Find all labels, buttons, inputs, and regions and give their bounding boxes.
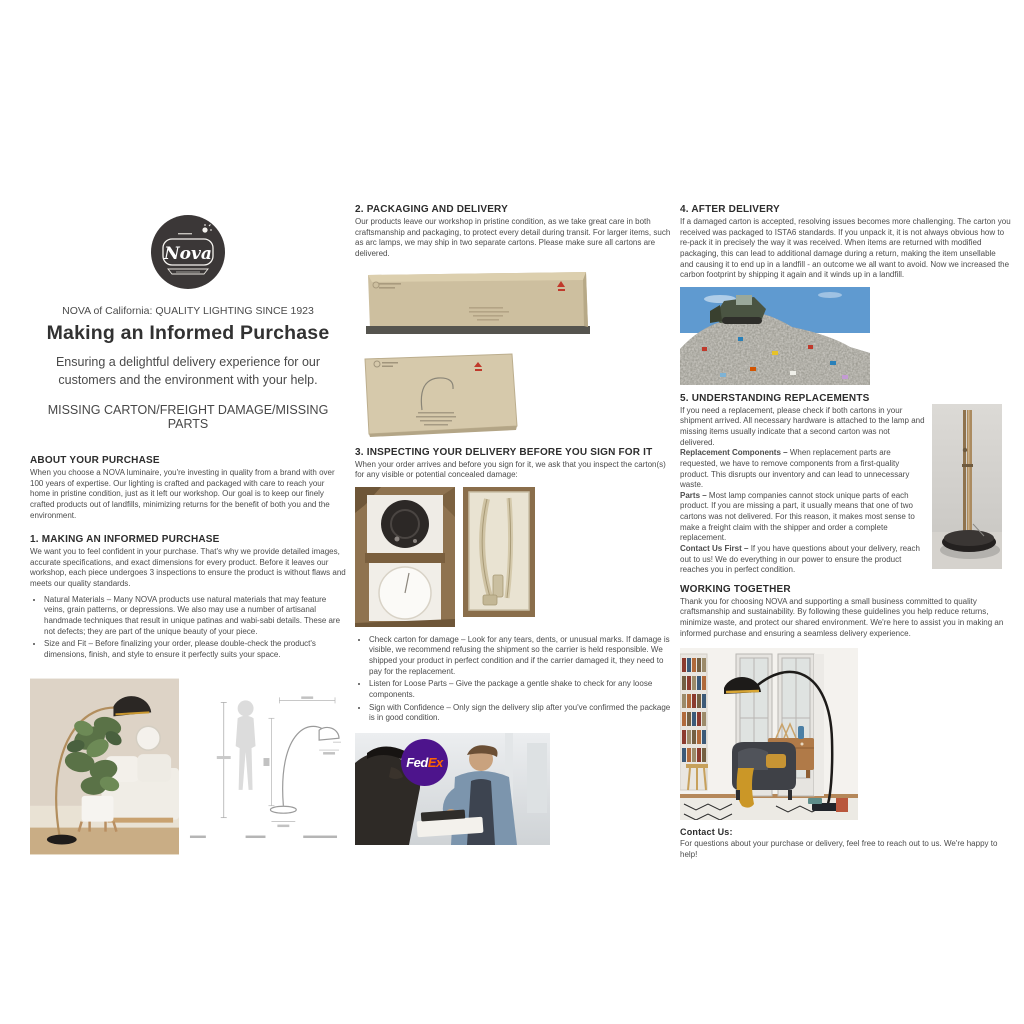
contact-first-item bbox=[680, 544, 926, 576]
informed-heading: 1. MAKING AN INFORMED PURCHASE bbox=[30, 534, 220, 546]
inspecting-heading: 3. INSPECTING YOUR DELIVERY BEFORE YOU SIGN FOR IT bbox=[355, 446, 653, 458]
after-heading: 4. AFTER DELIVERY bbox=[680, 204, 780, 215]
bullet-item: • Listen for Loose Parts – Give the package a gentle shake to check for any loose components. bbox=[369, 679, 671, 700]
section-replacements bbox=[680, 393, 1011, 576]
fedex-delivery-photo bbox=[355, 733, 550, 845]
informed-body: We want you to feel confident in your purchase. That's why we provide detailed images, accurate specifications, and exact dimensions for every product. Before it leaves our workshop, each piece undergoes 3 inspections to ensure the product is without flaws and meets our quality standards. bbox=[30, 547, 346, 588]
packaging-body: Our products leave our workshop in pristine condition, as we take great care in both craftsmanship and packaging, to protect every detail during transit. For larger items, such as arc lamps, we may ship in two separate cartons. Please make sure all cartons are delivered. bbox=[355, 217, 671, 258]
open-carton-arms-photo bbox=[463, 487, 535, 617]
section-contact bbox=[680, 827, 1011, 860]
together-heading: WORKING TOGETHER bbox=[680, 583, 791, 595]
contact-first-lead: Contact Us First – bbox=[680, 543, 749, 553]
bullet-item: • Check carton for damage – Look for any tears, dents, or unusual marks. If damage is visible, we recommend refusing the shipment so the carrier is held responsible. We shipped your product in perfect condition and if the carrier damaged it, they need to pay for the replacement. bbox=[369, 635, 671, 678]
lamp-pole-photo bbox=[932, 404, 1002, 569]
arc-lamp-lifestyle-photo bbox=[30, 678, 179, 855]
together-body: Thank you for choosing NOVA and supporting a small business committed to quality craftsmanship and sustainability. By following these guidelines you help reduce returns, minimize waste, and protect our shared environment. We're here to assist you in making an informed purchase and ensuring a seamless delivery experience. bbox=[680, 596, 1004, 638]
middle-column bbox=[355, 204, 671, 845]
landfill-photo bbox=[680, 287, 870, 385]
packaging-heading: 2. PACKAGING AND DELIVERY bbox=[355, 204, 508, 215]
delivery-signing-photo bbox=[355, 733, 550, 845]
after-body: If a damaged carton is accepted, resolving issues becomes more challenging. The carton you received was packaged to ISTA6 standards. If you unpack it, it is not always obvious how to re-pack it in precisely the way it was received. When items are returned with modified packaging, this can lead to additional damage during a return, making the item unsellable and causing it to end up in a landfill - an outcome we all want to avoid. Now we increased the carbon footprint by shipping it again and it winds up in a landfill. bbox=[680, 217, 1011, 280]
nova-logo bbox=[150, 214, 226, 290]
section-informed bbox=[30, 534, 346, 660]
page-subtitle: Ensuring a delightful delivery experience for our customers and the environment with your help. bbox=[55, 355, 321, 387]
contact-body: For questions about your purchase or delivery, feel free to reach out to us. We're happy to help! bbox=[680, 839, 998, 859]
replacements-text bbox=[680, 406, 926, 576]
issues-banner: MISSING CARTON/FREIGHT DAMAGE/MISSING PARTS bbox=[47, 403, 329, 431]
fedex-logo-ex: Ex bbox=[427, 754, 443, 770]
contact-first-text: If you have questions about your delivery, reach out to us! We do everything in our power to ensure the product reaches you in perfect condition. bbox=[680, 543, 920, 575]
section-packaging bbox=[355, 204, 671, 260]
bullet-item: • Natural Materials – Many NOVA products use natural materials that may feature veins, grain patterns, or depressions. We also may use a number of artisanal handmade techniques that result in unique patinas and wabi-sabi details. These are not defects; they are part of the unique beauty of your piece. bbox=[44, 595, 346, 638]
page-title: Making an Informed Purchase bbox=[46, 322, 330, 344]
room-arc-lamp-photo bbox=[680, 648, 858, 820]
replacement-components-lead: Replacement Components – bbox=[680, 448, 788, 458]
replacements-heading: 5. UNDERSTANDING REPLACEMENTS bbox=[680, 392, 870, 404]
replacements-intro: If you need a replacement, please check if both cartons in your shipment arrived. All necessary hardware is attached to the lamp and missing items usually indicate that a second carton was not delivered. bbox=[680, 405, 925, 447]
inspecting-body: When your order arrives and before you sign for it, we ask that you inspect the carton(s) for any visible or potential concealed damage: bbox=[355, 459, 666, 480]
about-body: When you choose a NOVA luminaire, you're investing in quality from a brand with over 100 years of expertise. Our lighting is crafted and packaged with care to reach your home in pristine condition, just as it left our workshop. Our goal is to keep our finely crafted products out of landfills, minimizing returns for the benefit of both you and the environment. bbox=[30, 468, 335, 520]
about-heading: ABOUT YOUR PURCHASE bbox=[30, 455, 160, 466]
fedex-logo-fed: Fed bbox=[406, 754, 428, 770]
svg-text:Nova: Nova bbox=[164, 244, 212, 264]
open-cartons-row bbox=[355, 487, 671, 627]
left-column bbox=[30, 214, 346, 855]
right-column bbox=[680, 204, 1011, 861]
bullet-item: • Sign with Confidence – Only sign the delivery slip after you've confirmed the package is in good condition. bbox=[369, 703, 671, 724]
left-images-row bbox=[30, 678, 346, 855]
section-after bbox=[680, 204, 1011, 281]
dimensions-diagram bbox=[184, 678, 346, 848]
logo-wrap bbox=[30, 214, 346, 295]
open-carton-base-shade-photo bbox=[355, 487, 455, 627]
section-together bbox=[680, 584, 1011, 640]
inspecting-bullets bbox=[369, 635, 671, 724]
parts-item bbox=[680, 491, 926, 544]
section-inspecting bbox=[355, 447, 671, 481]
informed-bullets bbox=[44, 595, 346, 661]
carton-photo-long bbox=[365, 269, 591, 339]
bullet-item: • Size and Fit – Before finalizing your order, please double-check the product's dimensions, finish, and style to ensure it perfectly suits your space. bbox=[44, 639, 346, 660]
replacement-components-text: When replacement parts are requested, we have to remove components from a first-quality product. This disrupts our inventory and can lead to unnecessary waste. bbox=[680, 448, 910, 490]
fedex-logo bbox=[401, 739, 448, 786]
contact-heading: Contact Us: bbox=[680, 827, 733, 838]
parts-lead: Parts – bbox=[680, 490, 707, 500]
section-about bbox=[30, 455, 346, 521]
parts-text: Most lamp companies cannot stock unique parts of each product. If you are missing a part, it usually means that one of two cartons was not delivered. For this reason, it makes most sense to make a freight claim with the shipper and order a complete replacement. bbox=[680, 490, 915, 543]
carton-photo-arc bbox=[360, 350, 522, 438]
replacement-components-item bbox=[680, 448, 926, 491]
brand-tagline: NOVA of California: QUALITY LIGHTING SINCE 1923 bbox=[62, 305, 314, 317]
